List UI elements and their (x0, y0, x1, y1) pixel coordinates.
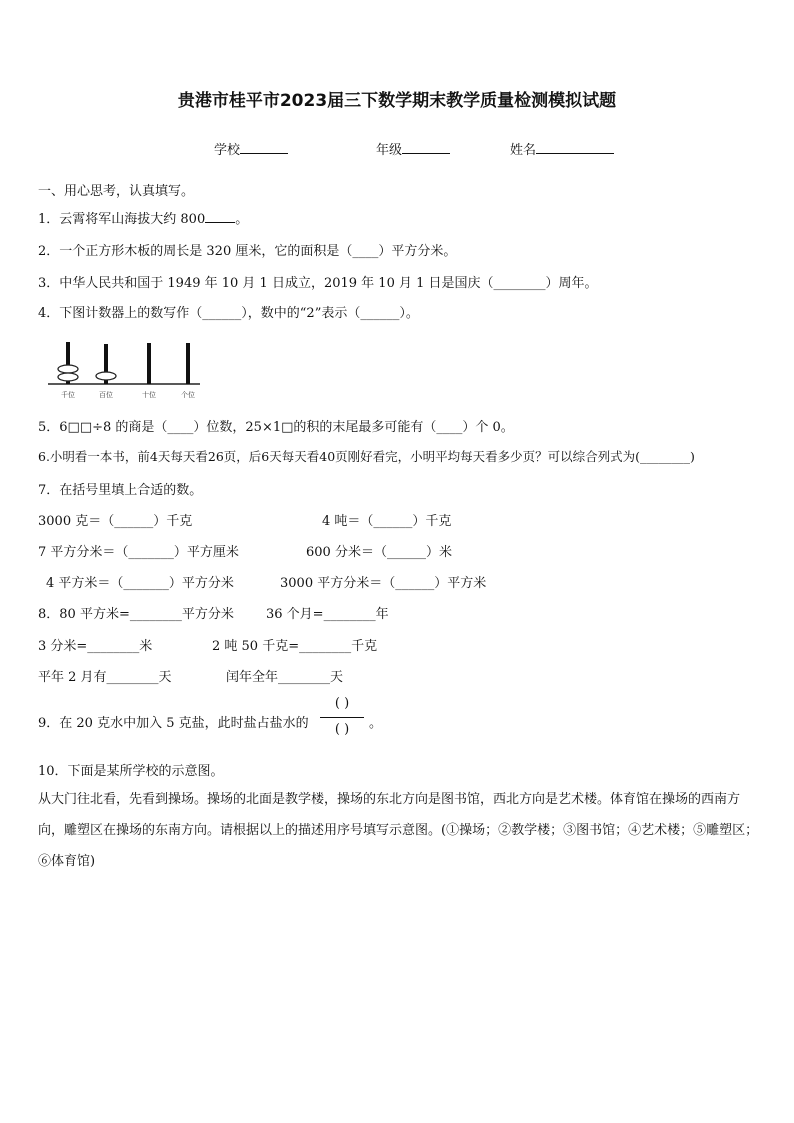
question-7d: 600 分米＝（______）米 (306, 545, 452, 560)
question-10: 10．下面是某所学校的示意图。 (38, 764, 224, 779)
fraction-answer[interactable] (318, 696, 366, 742)
section-heading: 一、用心思考，认真填写。 (38, 184, 195, 199)
name-blank[interactable] (536, 141, 614, 154)
abacus-label: 百位 (99, 391, 113, 399)
question-1-end: 。 (235, 212, 249, 227)
school-label: 学校 (214, 143, 241, 158)
question-2: 2．一个正方形木板的周长是 320 厘米，它的面积是（____）平方分米。 (38, 244, 457, 259)
question-4: 4．下图计数器上的数写作（______），数中的“2”表示（______）。 (38, 306, 419, 321)
question-7e: 4 平方米＝（_______）平方分米 (46, 576, 234, 591)
abacus-label: 个位 (181, 391, 195, 399)
question-7: 7．在括号里填上合适的数。 (38, 483, 203, 498)
question-3: 3．中华人民共和国于 1949 年 10 月 1 日成立，2019 年 10 月 1 日是国庆（________）周年。 (38, 276, 598, 291)
question-8b: 36 个月=________年 (266, 607, 389, 622)
question-7b: 4 吨＝（______）千克 (322, 514, 452, 529)
abacus-figure (44, 340, 204, 400)
name-field (510, 139, 614, 158)
question-8c: 3 分米=________米 (38, 639, 153, 654)
grade-blank[interactable] (402, 141, 450, 154)
question-8f: 闰年全年________天 (226, 670, 344, 685)
question-7a: 3000 克＝（______）千克 (38, 514, 193, 529)
question-10-description: 从大门往北看，先看到操场。操场的北面是教学楼，操场的东北方向是图书馆，西北方向是艺术楼。体育馆在操场的西南方向，雕塑区在操场的东南方向。请根据以上的描述用序号填写示意图。(①操场；②教学楼；③图书馆；④艺术楼；⑤雕塑区；⑥体育馆) (38, 792, 759, 869)
question-1 (38, 208, 248, 227)
abacus-rod-ones (186, 343, 190, 384)
fraction-numerator[interactable]: ( ) (334, 696, 350, 711)
page-title: 贵港市桂平市2023届三下数学期末教学质量检测模拟试题 (177, 91, 617, 111)
school-field (214, 139, 288, 158)
abacus-rod-hundreds (96, 344, 116, 384)
question-9-end: 。 (369, 716, 383, 731)
question-5: 5．6□□÷8 的商是（____）位数，25×1□的积的末尾最多可能有（____）个 0。 (38, 420, 514, 435)
name-label: 姓名 (510, 143, 537, 158)
abacus-label: 千位 (61, 391, 75, 399)
question-8a: 8．80 平方米=________平方分米 (38, 607, 234, 622)
abacus-rod-thousands (58, 342, 78, 384)
grade-label: 年级 (376, 143, 403, 158)
question-8e: 平年 2 月有________天 (38, 670, 172, 685)
question-7f: 3000 平方分米＝（______）平方米 (280, 576, 487, 591)
question-9: 9．在 20 克水中加入 5 克盐，此时盐占盐水的 (38, 716, 309, 731)
fraction-bar (320, 717, 364, 718)
abacus-label: 十位 (142, 391, 156, 399)
question-6: 6.小明看一本书，前4天每天看26页，后6天每天看40页刚好看完，小明平均每天看多少页？可以综合列式为(________) (38, 449, 695, 464)
school-blank[interactable] (240, 141, 288, 154)
question-8d: 2 吨 50 千克=________千克 (212, 639, 378, 654)
question-1-blank[interactable] (205, 210, 235, 223)
question-7c: 7 平方分米＝（_______）平方厘米 (38, 545, 239, 560)
grade-field (376, 139, 450, 158)
question-1-text: 1．云霄将军山海拔大约 800 (38, 212, 206, 227)
fraction-denominator[interactable]: ( ) (334, 722, 350, 737)
abacus-rod-tens (147, 343, 151, 384)
